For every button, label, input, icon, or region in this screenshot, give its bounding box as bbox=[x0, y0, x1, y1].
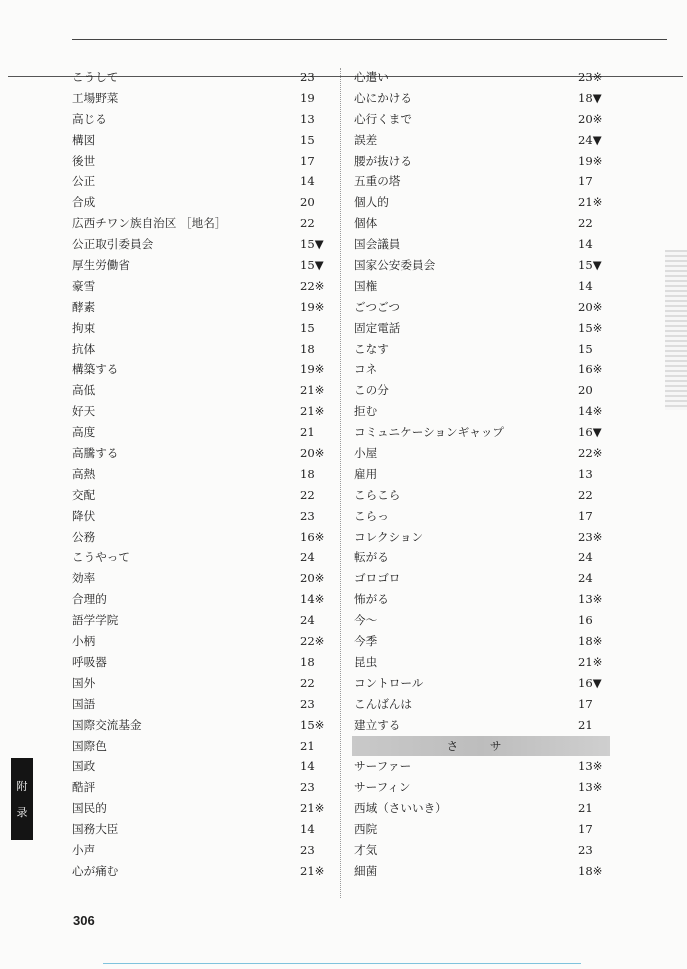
index-entry bbox=[72, 777, 330, 798]
entry-lesson-number: 19※ bbox=[300, 299, 325, 314]
index-entry bbox=[72, 422, 330, 443]
index-entry bbox=[354, 171, 610, 192]
entry-term: ごつごつ bbox=[354, 299, 400, 314]
section-header-sa: さ サ bbox=[352, 736, 610, 757]
entry-lesson-number: 13※ bbox=[578, 780, 603, 795]
entry-term: 誤差 bbox=[354, 132, 378, 147]
entry-lesson-number: 14 bbox=[300, 759, 315, 774]
entry-term: 国語 bbox=[72, 696, 96, 711]
entry-term: 高度 bbox=[72, 425, 96, 440]
entry-term: 転がる bbox=[354, 550, 389, 565]
index-entry bbox=[354, 339, 610, 360]
page-number: 306 bbox=[73, 913, 95, 928]
entry-term: 合理的 bbox=[72, 592, 107, 607]
index-entry bbox=[72, 485, 330, 506]
index-entry bbox=[72, 151, 330, 172]
index-entry bbox=[72, 715, 330, 736]
entry-term: 拘束 bbox=[72, 320, 96, 335]
index-entry bbox=[72, 171, 330, 192]
entry-term: 個人的 bbox=[354, 195, 389, 210]
entry-lesson-number: 17 bbox=[300, 153, 315, 168]
entry-lesson-number: 13※ bbox=[578, 592, 603, 607]
index-entry bbox=[72, 840, 330, 861]
entry-lesson-number: 24 bbox=[578, 550, 593, 565]
index-entry bbox=[72, 443, 330, 464]
index-entry bbox=[72, 192, 330, 213]
entry-lesson-number: 21※ bbox=[578, 195, 603, 210]
entry-lesson-number: 21※ bbox=[578, 654, 603, 669]
entry-lesson-number: 19 bbox=[300, 90, 315, 105]
index-entry bbox=[354, 589, 610, 610]
entry-lesson-number: 16▼ bbox=[578, 425, 602, 440]
entry-term: 才気 bbox=[354, 842, 378, 857]
index-entry bbox=[72, 130, 330, 151]
entry-lesson-number: 21※ bbox=[300, 404, 325, 419]
index-entry bbox=[72, 109, 330, 130]
entry-term: 酷評 bbox=[72, 780, 96, 795]
index-entry bbox=[72, 88, 330, 109]
index-entry bbox=[354, 506, 610, 527]
entry-lesson-number: 15※ bbox=[300, 717, 325, 732]
entry-lesson-number: 15 bbox=[300, 320, 315, 335]
entry-lesson-number: 16※ bbox=[300, 529, 325, 544]
entry-term: コレクション bbox=[354, 529, 424, 544]
entry-term: こうして bbox=[72, 70, 119, 84]
entry-lesson-number: 14 bbox=[578, 278, 593, 293]
index-entry bbox=[72, 861, 330, 882]
entry-term: 厚生労働省 bbox=[72, 258, 130, 273]
index-entry bbox=[354, 798, 610, 819]
entry-lesson-number: 16※ bbox=[578, 362, 603, 377]
index-entry bbox=[72, 67, 330, 88]
entry-lesson-number: 23 bbox=[300, 780, 315, 795]
entry-term: 小声 bbox=[72, 842, 96, 857]
index-entry bbox=[354, 464, 610, 485]
entry-term: 国務大臣 bbox=[72, 822, 119, 837]
entry-term: 高じる bbox=[72, 111, 107, 126]
entry-term: 高騰する bbox=[72, 446, 119, 461]
entry-lesson-number: 21 bbox=[300, 738, 315, 753]
entry-term: 効率 bbox=[72, 571, 96, 586]
entry-lesson-number: 24▼ bbox=[578, 132, 602, 147]
entry-lesson-number: 20 bbox=[578, 383, 593, 398]
index-entry bbox=[354, 819, 610, 840]
index-entry bbox=[72, 673, 330, 694]
entry-term: 国際色 bbox=[72, 738, 107, 753]
entry-lesson-number: 22 bbox=[300, 216, 315, 231]
index-entry bbox=[354, 297, 610, 318]
entry-lesson-number: 18 bbox=[300, 654, 315, 669]
entry-lesson-number: 23 bbox=[300, 508, 315, 523]
entry-term: 構図 bbox=[72, 132, 96, 147]
index-entry bbox=[354, 485, 610, 506]
entry-lesson-number: 22 bbox=[578, 487, 593, 502]
index-entry bbox=[354, 67, 610, 88]
index-entry bbox=[354, 715, 610, 736]
index-entry bbox=[354, 652, 610, 673]
entry-term: 心が痛む bbox=[72, 863, 119, 878]
entry-term: 降伏 bbox=[72, 508, 96, 523]
entry-term: 五重の塔 bbox=[354, 174, 401, 189]
index-entry bbox=[72, 736, 330, 757]
entry-term: 拒む bbox=[354, 404, 378, 419]
scan-edge-noise bbox=[665, 250, 687, 410]
index-entry bbox=[72, 213, 330, 234]
index-entry bbox=[354, 422, 610, 443]
index-column-left bbox=[72, 67, 330, 882]
entry-lesson-number: 14※ bbox=[578, 404, 603, 419]
index-entry bbox=[354, 568, 610, 589]
entry-term: 公正 bbox=[72, 174, 96, 189]
entry-lesson-number: 16 bbox=[578, 613, 593, 628]
index-entry bbox=[354, 547, 610, 568]
entry-term: 固定電話 bbox=[354, 320, 401, 335]
side-tab-char-2: 录 bbox=[16, 806, 28, 819]
index-entry bbox=[354, 192, 610, 213]
entry-term: 昆虫 bbox=[354, 654, 378, 669]
entry-lesson-number: 19※ bbox=[578, 153, 603, 168]
entry-term: コントロール bbox=[354, 675, 424, 690]
entry-lesson-number: 22※ bbox=[578, 446, 603, 461]
entry-lesson-number: 20※ bbox=[300, 446, 325, 461]
entry-lesson-number: 14 bbox=[300, 174, 315, 189]
entry-lesson-number: 20※ bbox=[300, 571, 325, 586]
index-entry bbox=[354, 861, 610, 882]
index-entry bbox=[354, 401, 610, 422]
index-column-right bbox=[354, 67, 610, 882]
entry-term: 国家公安委員会 bbox=[354, 258, 436, 273]
index-entry bbox=[72, 694, 330, 715]
index-entry bbox=[354, 840, 610, 861]
side-tab-char-1: 附 bbox=[16, 780, 28, 793]
entry-lesson-number: 13※ bbox=[578, 759, 603, 774]
index-entry bbox=[354, 673, 610, 694]
entry-lesson-number: 23※ bbox=[578, 529, 603, 544]
index-entry bbox=[354, 130, 610, 151]
entry-lesson-number: 20※ bbox=[578, 111, 603, 126]
index-entry bbox=[72, 255, 330, 276]
index-entry bbox=[354, 255, 610, 276]
column-divider bbox=[340, 68, 341, 898]
entry-term: 好天 bbox=[72, 404, 96, 419]
entry-term: こらこら bbox=[354, 487, 401, 502]
index-entry bbox=[354, 756, 610, 777]
entry-term: こなす bbox=[354, 341, 389, 356]
entry-lesson-number: 23 bbox=[578, 842, 593, 857]
index-entry bbox=[72, 464, 330, 485]
entry-lesson-number: 17 bbox=[578, 696, 593, 711]
entry-term: 公正取引委員会 bbox=[72, 237, 154, 252]
index-entry bbox=[72, 506, 330, 527]
entry-term: 小屋 bbox=[354, 446, 378, 461]
entry-lesson-number: 24 bbox=[300, 613, 315, 628]
footer-line bbox=[103, 963, 581, 964]
entry-term: 国会議員 bbox=[354, 237, 401, 252]
entry-term: 心行くまで bbox=[354, 111, 412, 126]
entry-lesson-number: 22 bbox=[300, 675, 315, 690]
entry-term: 後世 bbox=[72, 153, 96, 168]
entry-lesson-number: 21 bbox=[578, 717, 593, 732]
entry-lesson-number: 13 bbox=[578, 466, 593, 481]
entry-term: この分 bbox=[354, 383, 389, 398]
entry-term: 抗体 bbox=[72, 341, 96, 356]
entry-lesson-number: 18※ bbox=[578, 863, 603, 878]
entry-lesson-number: 15※ bbox=[578, 320, 603, 335]
entry-term: 工場野菜 bbox=[72, 90, 119, 105]
index-entry bbox=[72, 589, 330, 610]
entry-term: 合成 bbox=[72, 195, 96, 210]
entry-term: コネ bbox=[354, 362, 378, 377]
index-entry bbox=[354, 527, 610, 548]
entry-term: 豪雪 bbox=[72, 278, 96, 293]
entry-term: 高熱 bbox=[72, 466, 96, 481]
appendix-side-tab bbox=[11, 758, 33, 840]
entry-lesson-number: 18 bbox=[300, 466, 315, 481]
entry-lesson-number: 17 bbox=[578, 174, 593, 189]
entry-lesson-number: 15 bbox=[578, 341, 593, 356]
index-entry bbox=[72, 798, 330, 819]
entry-lesson-number: 21※ bbox=[300, 863, 325, 878]
index-entry bbox=[354, 276, 610, 297]
index-entry bbox=[354, 694, 610, 715]
entry-term: こんばんは bbox=[354, 696, 412, 711]
entry-lesson-number: 24 bbox=[300, 550, 315, 565]
index-entry bbox=[354, 610, 610, 631]
index-entry bbox=[72, 610, 330, 631]
entry-term: コミュニケーションギャップ bbox=[354, 425, 505, 440]
entry-lesson-number: 14 bbox=[578, 237, 593, 252]
entry-lesson-number: 23 bbox=[300, 842, 315, 857]
entry-term: 西域（さいいき） bbox=[354, 801, 447, 816]
index-entry bbox=[72, 631, 330, 652]
entry-term: 小柄 bbox=[72, 634, 96, 649]
index-entry bbox=[72, 652, 330, 673]
entry-term: 怖がる bbox=[354, 592, 389, 607]
entry-term: 高低 bbox=[72, 383, 96, 398]
index-entry bbox=[72, 297, 330, 318]
entry-lesson-number: 23 bbox=[300, 70, 315, 84]
index-entry bbox=[354, 359, 610, 380]
entry-term: 腰が抜ける bbox=[354, 153, 412, 168]
entry-lesson-number: 18 bbox=[300, 341, 315, 356]
index-entry bbox=[354, 234, 610, 255]
index-entry bbox=[354, 88, 610, 109]
entry-term: 建立する bbox=[354, 717, 401, 732]
entry-lesson-number: 14 bbox=[300, 822, 315, 837]
entry-term: 心にかける bbox=[354, 90, 412, 105]
entry-lesson-number: 15▼ bbox=[300, 258, 324, 273]
index-entry bbox=[72, 318, 330, 339]
entry-term: サーファー bbox=[354, 759, 412, 774]
index-entry bbox=[72, 359, 330, 380]
entry-lesson-number: 15 bbox=[300, 132, 315, 147]
entry-term: 国政 bbox=[72, 759, 96, 774]
entry-term: 心遣い bbox=[354, 70, 389, 84]
entry-lesson-number: 21※ bbox=[300, 383, 325, 398]
entry-lesson-number: 21※ bbox=[300, 801, 325, 816]
index-entry bbox=[72, 568, 330, 589]
entry-lesson-number: 17 bbox=[578, 508, 593, 523]
entry-lesson-number: 17 bbox=[578, 822, 593, 837]
entry-lesson-number: 23※ bbox=[578, 70, 603, 84]
entry-term: 西院 bbox=[354, 822, 378, 837]
entry-lesson-number: 13 bbox=[300, 111, 315, 126]
entry-term: 個体 bbox=[354, 216, 378, 231]
entry-term: 今季 bbox=[354, 634, 378, 649]
index-entry bbox=[354, 777, 610, 798]
index-entry bbox=[72, 819, 330, 840]
index-entry bbox=[72, 234, 330, 255]
index-entry bbox=[72, 756, 330, 777]
index-entry bbox=[72, 380, 330, 401]
index-entry bbox=[354, 318, 610, 339]
index-entry bbox=[72, 276, 330, 297]
entry-lesson-number: 18▼ bbox=[578, 90, 602, 105]
index-entry bbox=[354, 213, 610, 234]
entry-term: 呼吸器 bbox=[72, 654, 107, 669]
index-entry bbox=[354, 380, 610, 401]
entry-term: 国民的 bbox=[72, 801, 107, 816]
entry-term: ゴロゴロ bbox=[354, 571, 401, 586]
entry-term: サーフィン bbox=[354, 780, 411, 795]
entry-term: こうやって bbox=[72, 550, 130, 565]
entry-term: 今～ bbox=[354, 613, 378, 628]
entry-term: 国権 bbox=[354, 278, 378, 293]
index-entry bbox=[354, 443, 610, 464]
entry-term: 構築する bbox=[72, 362, 119, 377]
entry-lesson-number: 19※ bbox=[300, 362, 325, 377]
index-entry bbox=[354, 151, 610, 172]
entry-lesson-number: 14※ bbox=[300, 592, 325, 607]
entry-lesson-number: 21 bbox=[300, 425, 315, 440]
entry-term: 広西チワン族自治区 ［地名］ bbox=[72, 216, 227, 231]
entry-lesson-number: 21 bbox=[578, 801, 593, 816]
entry-lesson-number: 18※ bbox=[578, 634, 603, 649]
entry-lesson-number: 22※ bbox=[300, 634, 325, 649]
entry-term: 雇用 bbox=[354, 466, 378, 481]
entry-term: 酵素 bbox=[72, 299, 96, 314]
entry-lesson-number: 15▼ bbox=[300, 237, 324, 252]
entry-lesson-number: 15▼ bbox=[578, 258, 602, 273]
entry-term: 交配 bbox=[72, 487, 96, 502]
index-entry bbox=[72, 527, 330, 548]
index-entry bbox=[354, 631, 610, 652]
entry-term: 語学学院 bbox=[72, 613, 119, 628]
entry-term: 公務 bbox=[72, 529, 96, 544]
entry-lesson-number: 22 bbox=[300, 487, 315, 502]
index-entry bbox=[72, 547, 330, 568]
index-entry bbox=[72, 339, 330, 360]
entry-lesson-number: 22※ bbox=[300, 278, 325, 293]
index-entry bbox=[354, 109, 610, 130]
entry-lesson-number: 23 bbox=[300, 696, 315, 711]
header-rule bbox=[72, 39, 667, 40]
entry-term: 国際交流基金 bbox=[72, 717, 142, 732]
entry-lesson-number: 20※ bbox=[578, 299, 603, 314]
entry-term: 細菌 bbox=[354, 863, 378, 878]
entry-lesson-number: 20 bbox=[300, 195, 315, 210]
entry-term: こらっ bbox=[354, 508, 389, 523]
entry-lesson-number: 24 bbox=[578, 571, 593, 586]
entry-lesson-number: 22 bbox=[578, 216, 593, 231]
index-entry bbox=[72, 401, 330, 422]
entry-term: 国外 bbox=[72, 675, 96, 690]
entry-lesson-number: 16▼ bbox=[578, 675, 602, 690]
